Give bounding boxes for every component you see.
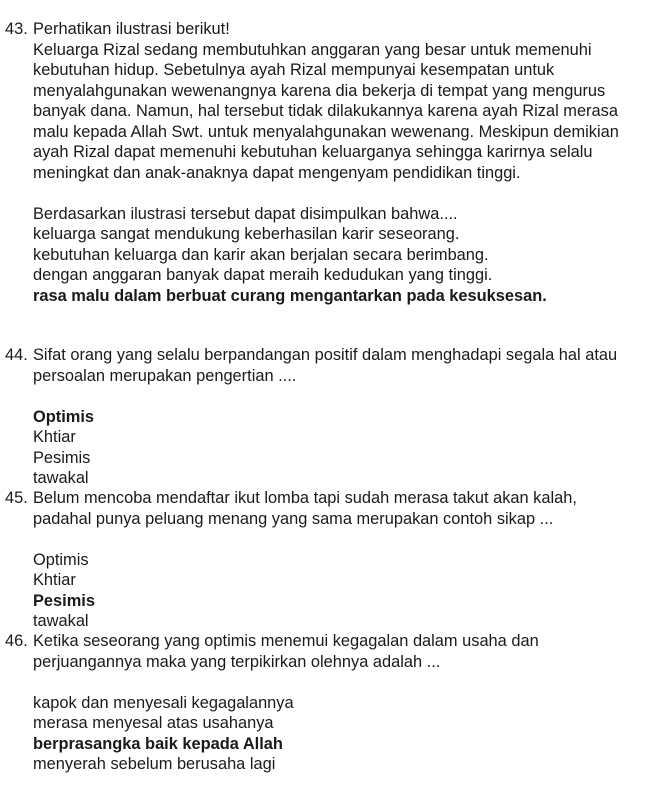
question-46	[5, 631, 653, 775]
question-stem-line: Sifat orang yang selalu berpandangan positif dalam menghadapi segala hal atau	[33, 346, 618, 364]
question-45-header	[5, 488, 653, 509]
question-intro: Perhatikan ilustrasi berikut!	[33, 20, 230, 38]
answer-option[interactable]: Khtiar	[33, 571, 76, 589]
question-number: 43.	[5, 20, 28, 38]
question-44-header	[5, 345, 653, 366]
passage-line: ayah Rizal dapat memenuhi kebutuhan keluarganya sehingga karirnya selalu	[33, 143, 593, 161]
answer-option[interactable]: Pesimis	[33, 448, 91, 467]
answer-options	[33, 224, 653, 306]
question-number: 45.	[5, 489, 28, 507]
answer-option[interactable]: merasa menyesal atas usahanya	[33, 714, 274, 732]
answer-option[interactable]: Khtiar	[33, 428, 76, 446]
passage-line: Keluarga Rizal sedang membutuhkan anggaran yang besar untuk memenuhi	[33, 40, 592, 59]
question-stem-line: persoalan merupakan pengertian ....	[33, 366, 297, 385]
answer-option[interactable]: kapok dan menyesali kegagalannya	[33, 693, 294, 712]
answer-option[interactable]: tawakal	[33, 612, 89, 630]
answer-option[interactable]: tawakal	[33, 469, 89, 487]
answer-options	[33, 693, 653, 775]
answer-option[interactable]: keluarga sangat mendukung keberhasilan karir seseorang.	[33, 225, 460, 243]
answer-option[interactable]: dengan anggaran banyak dapat meraih kedudukan yang tinggi.	[33, 266, 493, 284]
question-43-passage	[33, 40, 653, 225]
answer-option[interactable]: menyerah sebelum berusaha lagi	[33, 755, 276, 773]
passage-line: malu kepada Allah Swt. untuk menyalahgunakan wewenang. Meskipun demikian	[33, 122, 619, 141]
answer-option-selected[interactable]: Optimis	[33, 407, 95, 426]
answer-option-selected[interactable]: rasa malu dalam berbuat curang mengantarkan pada kesuksesan.	[33, 286, 547, 305]
question-stem: Berdasarkan ilustrasi tersebut dapat disimpulkan bahwa....	[33, 204, 458, 223]
passage-line: meningkat dan anak-anaknya dapat mengenyam pendidikan tinggi.	[33, 163, 521, 182]
question-number: 46.	[5, 632, 28, 650]
answer-option-selected[interactable]: Pesimis	[33, 591, 95, 610]
answer-options	[33, 550, 653, 632]
question-stem-line: padahal punya peluang menang yang sama merupakan contoh sikap ...	[33, 509, 554, 528]
answer-option[interactable]: Optimis	[33, 550, 89, 569]
question-43-header	[5, 19, 653, 40]
question-46-header	[5, 631, 653, 652]
question-stem-line: Ketika seseorang yang optimis menemui kegagalan dalam usaha dan	[33, 632, 539, 650]
passage-line: kebutuhan hidup. Sebetulnya ayah Rizal mempunyai kesempatan untuk	[33, 61, 555, 79]
question-number: 44.	[5, 346, 28, 364]
answer-options	[33, 407, 653, 489]
question-stem-line: Belum mencoba mendaftar ikut lomba tapi sudah merasa takut akan kalah,	[33, 489, 577, 507]
passage-line: menyalahgunakan wewenangnya karena dia bekerja di tempat yang mengurus	[33, 81, 606, 100]
passage-line: banyak dana. Namun, hal tersebut tidak dilakukannya karena ayah Rizal merasa	[33, 102, 618, 120]
question-45	[5, 488, 653, 632]
answer-option-selected[interactable]: berprasangka baik kepada Allah	[33, 734, 283, 753]
question-43	[5, 19, 653, 306]
answer-option[interactable]: kebutuhan keluarga dan karir akan berjalan secara berimbang.	[33, 245, 489, 264]
question-44	[5, 345, 653, 489]
question-stem-line: perjuangannya maka yang terpikirkan olehnya adalah ...	[33, 652, 441, 671]
